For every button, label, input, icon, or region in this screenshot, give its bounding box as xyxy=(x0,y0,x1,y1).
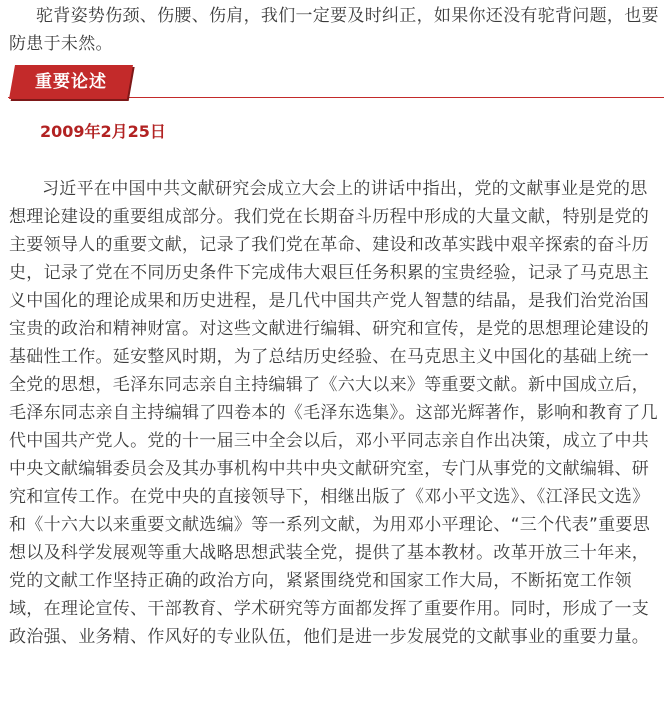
intro-paragraph: 驼背姿势伤颈、伤腰、伤肩，我们一定要及时纠正，如果你还没有驼背问题，也要防患于未然。 xyxy=(9,6,659,54)
section-header xyxy=(8,63,664,99)
section-title: 重要论述 xyxy=(35,72,107,92)
body-paragraph: 习近平在中国中共文献研究会成立大会上的讲话中指出，党的文献事业是党的思想理论建设的重要组成部分。我们党在长期奋斗历程中形成的大量文献，特别是党的主要领导人的重要文献，记录了我们党在革命、建设和改革实践中艰辛探索的奋斗历史，记录了党在不同历史条件下完成伟大艰巨任务积累的宝贵经验，记录了马克思主义中国化的理论成果和历史进程，是几代中国共产党人智慧的结晶，是我们治党治国宝贵的政治和精神财富。对这些文献进行编辑、研究和宣传，是党的思想理论建设的基础性工作。延安整风时期，为了总结历史经验、在马克思主义中国化的基础上统一全党的思想，毛泽东同志亲自主持编辑了《六大以来》等重要文献。新中国成立后，毛泽东同志亲自主持编辑了四卷本的《毛泽东选集》。这部光辉著作，影响和教育了几代中国共产党人。党的十一届三中全会以后，邓小平同志亲自作出决策，成立了中共中央文献编辑委员会及其办事机构中共中央文献研究室，专门从事党的文献编辑、研究和宣传工作。在党中央的直接领导下，相继出版了《邓小平文选》、《江泽民文选》和《十六大以来重要文献选编》等一系列文献，为用邓小平理论、“三个代表”重要思想以及科学发展观等重大战略思想武装全党，提供了基本教材。改革开放三十年来，党的文献工作坚持正确的政治方向，紧紧围绕党和国家工作大局，不断拓宽工作领域，在理论宣传、干部教育、学术研究等方面都发挥了重要作用。同时，形成了一支政治强、业务精、作风好的专业队伍，他们是进一步发展党的文献事业的重要力量。 xyxy=(9,179,658,647)
article-date: 2009年2月25日 xyxy=(40,122,166,141)
